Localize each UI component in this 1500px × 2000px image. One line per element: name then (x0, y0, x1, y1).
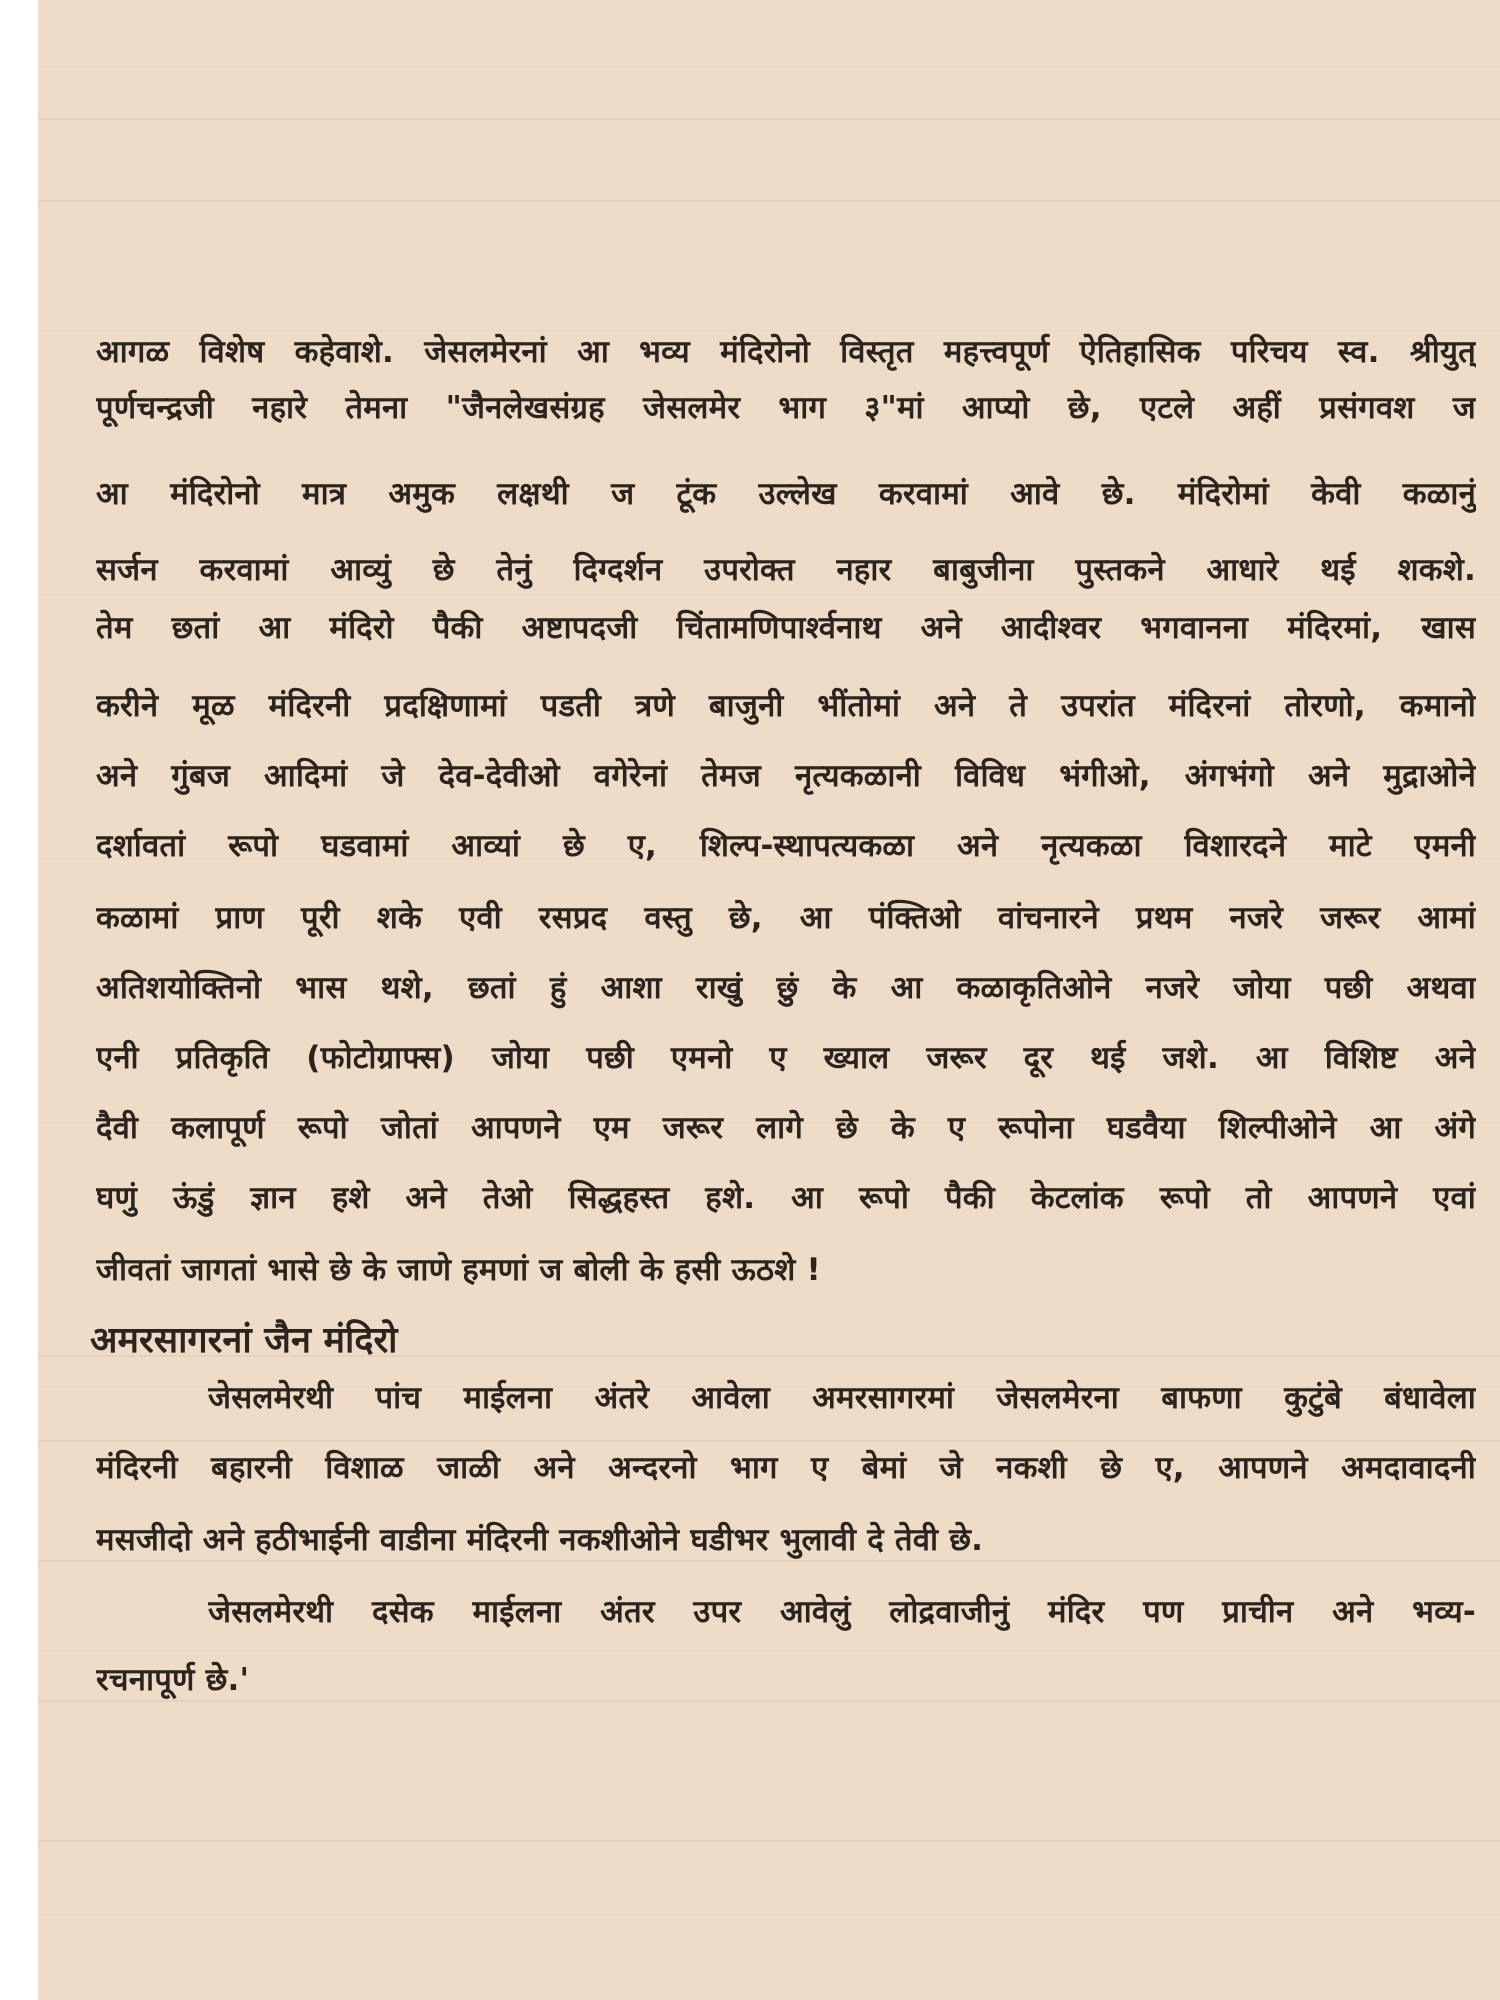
text-line: मंदिरनी बहारनी विशाळ जाळी अने अन्दरनो भाग ए बेमां जे नकशी छे ए, आपणने अमदावादनी (96, 1450, 1476, 1486)
text-line: सर्जन करवामां आव्युं छे तेनुं दिग्दर्शन उपरोक्त नहार बाबुजीना पुस्तकने आधारे थई शकशे. (96, 552, 1476, 588)
text-line: कळामां प्राण पूरी शके एवी रसप्रद वस्तु छे, आ पंक्तिओ वांचनारने प्रथम नजरे जरूर आमां (96, 900, 1476, 936)
text-line: पूर्णचन्द्रजी नहारे तेमना "जैनलेखसंग्रह जेसलमेर भाग ३"मां आप्यो छे, एटले अहीं प्रसंगवश ज (96, 390, 1476, 426)
text-line: घणुं ऊंडुं ज्ञान हशे अने तेओ सिद्धहस्त हशे. आ रूपो पैकी केटलांक रूपो तो आपणने एवां (96, 1180, 1476, 1216)
scanned-page (38, 0, 1500, 2000)
text-line: करीने मूळ मंदिरनी प्रदक्षिणामां पडती त्रणे बाजुनी भींतोमां अने ते उपरांत मंदिरनां तोरणो, कमानो (96, 688, 1476, 724)
text-line: जेसलमेरथी पांच माईलना अंतरे आवेला अमरसागरमां जेसलमेरना बाफणा कुटुंबे बंधावेला (208, 1380, 1476, 1416)
text-line: अने गुंबज आदिमां जे देव-देवीओ वगेरेनां तेमज नृत्यकळानी विविध भंगीओ, अंगभंगो अने मुद्राओने (96, 758, 1476, 794)
text-line: जीवतां जागतां भासे छे के जाणे हमणां ज बोली के हसी ऊठशे ! (96, 1252, 821, 1288)
text-line: एनी प्रतिकृति (फोटोग्राफ्स) जोया पछी एमनो ए ख्याल जरूर दूर थई जशे. आ विशिष्ट अने (96, 1040, 1476, 1076)
text-line: दैवी कलापूर्ण रूपो जोतां आपणने एम जरूर लागे छे के ए रूपोना घडवैया शिल्पीओने आ अंगे (96, 1110, 1476, 1146)
text-line: रचनापूर्ण छे.' (96, 1662, 250, 1698)
text-line: अतिशयोक्तिनो भास थशे, छतां हुं आशा राखुं छुं के आ कळाकृतिओने नजरे जोया पछी अथवा (96, 970, 1476, 1006)
text-line: दर्शावतां रूपो घडवामां आव्यां छे ए, शिल्प-स्थापत्यकळा अने नृत्यकळा विशारदने माटे एमनी (96, 828, 1476, 864)
text-line: तेम छतां आ मंदिरो पैकी अष्टापदजी चिंतामणिपार्श्वनाथ अने आदीश्वर भगवानना मंदिरमां, खास (96, 610, 1476, 646)
text-line: आ मंदिरोनो मात्र अमुक लक्षथी ज टूंक उल्लेख करवामां आवे छे. मंदिरोमां केवी कळानुं (96, 476, 1476, 512)
text-line: मसजीदो अने हठीभाईनी वाडीना मंदिरनी नकशीओने घडीभर भुलावी दे तेवी छे. (96, 1522, 984, 1558)
section-heading: अमरसागरनां जैन मंदिरो (90, 1320, 398, 1361)
text-line: जेसलमेरथी दसेक माईलना अंतर उपर आवेलुं लोद्रवाजीनुं मंदिर पण प्राचीन अने भव्य- (208, 1594, 1476, 1630)
text-line: आगळ विशेष कहेवाशे. जेसलमेरनां आ भव्य मंदिरोनो विस्तृत महत्त्वपूर्ण ऐतिहासिक परिचय स्व. श्रीयुत् (96, 334, 1476, 370)
